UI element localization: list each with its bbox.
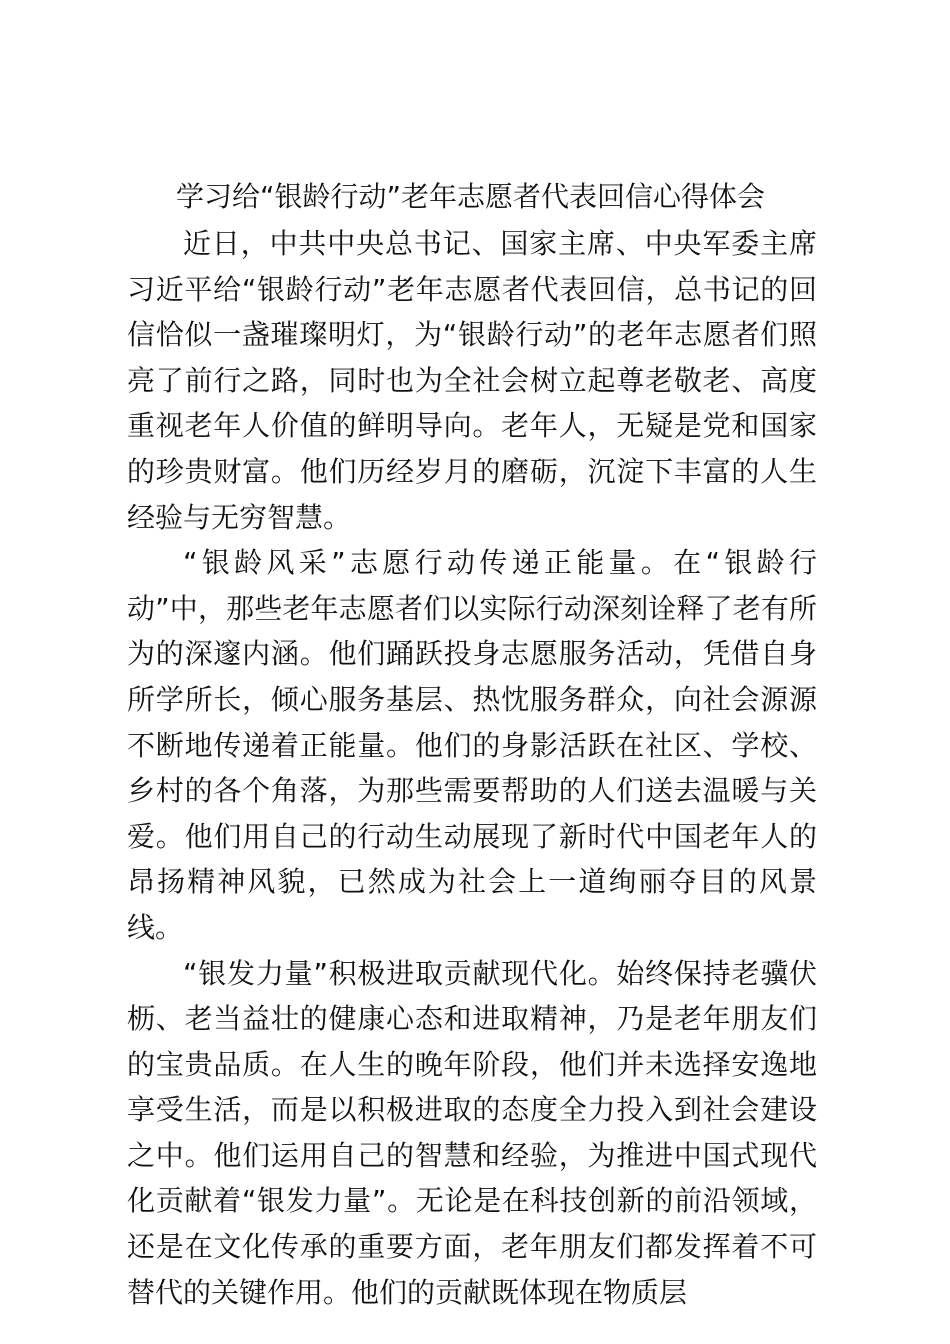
document-title: 学习给“银龄行动”老年志愿者代表回信心得体会 [176,180,766,213]
paragraph-silver-power: “银发力量”积极进取贡献现代化。始终保持老骥伏枥、老当益壮的健康心态和进取精神，乃是老年朋友们的宝贵品质。在人生的晚年阶段，他们并未选择安逸地享受生活，而是以积极进取的态度全力投入到社会建设之中。他们运用自己的智慧和经验，为推进中国式现代化贡献着“银发力量”。无论是在科技创新的前沿领域，还是在文化传承的重要方面，老年朋友们都发挥着不可替代的关键作用。他们的贡献既体现在物质层 [127,956,817,1309]
paragraph-silver-volunteer: “银龄风采”志愿行动传递正能量。在“银龄行动”中，那些老年志愿者们以实际行动深刻诠释了老有所为的深邃内涵。他们踊跃投身志愿服务活动，凭借自身所学所长，倾心服务基层、热忱服务群众，向社会源源不断地传递着正能量。他们的身影活跃在社区、学校、乡村的各个角落，为那些需要帮助的人们送去温暖与关爱。他们用自己的行动生动展现了新时代中国老年人的昂扬精神风貌，已然成为社会上一道绚丽夺目的风景线。 [127,546,817,944]
paragraph-intro: 近日，中共中央总书记、国家主席、中央军委主席习近平给“银龄行动”老年志愿者代表回信，总书记的回信恰似一盏璀璨明灯，为“银龄行动”的老年志愿者们照亮了前行之路，同时也为全社会树立起尊老敬老、高度重视老年人价值的鲜明导向。老年人，无疑是党和国家的珍贵财富。他们历经岁月的磨砺，沉淀下丰富的人生经验与无穷智慧。 [127,227,817,534]
document-body [127,221,817,1315]
